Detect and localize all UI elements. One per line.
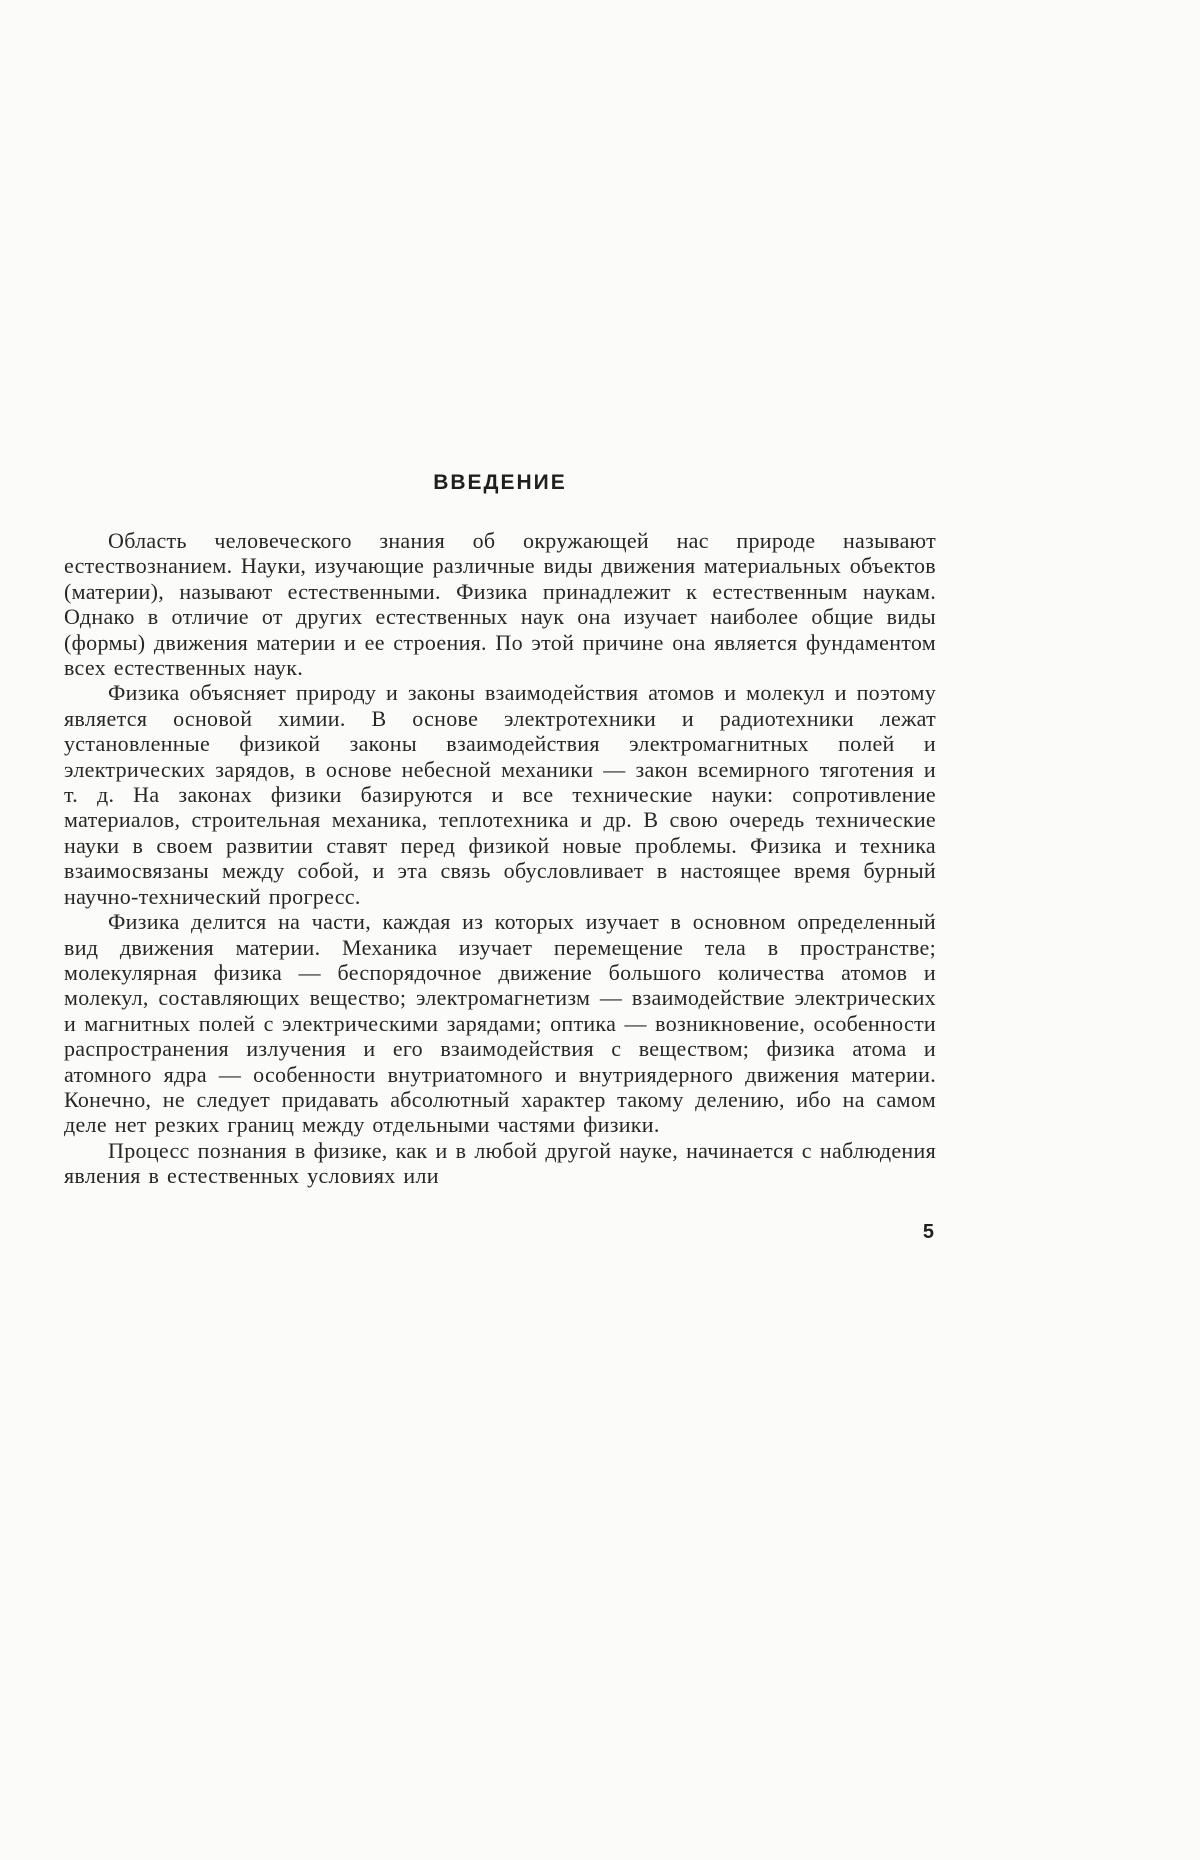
page-number: 5 [922,1220,934,1243]
paragraph: Физика объясняет природу и законы взаимодействия атомов и молекул и поэтому является основой химии. В основе электротехники и радиотехники лежат установленные физикой законы взаимодействия электромагнитных полей и электрических зарядов, в основе небесной механики — закон всемирного тяготения и т. д. На законах физики базируются и все технические науки: сопротивление материалов, строительная механика, теплотехника и др. В свою очередь технические науки в своем развитии ставят перед физикой новые проблемы. Физика и техника взаимосвязаны между собой, и эта связь обусловливает в настоящее время бурный научно-технический прогресс. [64,680,936,909]
page-content [64,0,936,1244]
paragraph: Область человеческого знания об окружающей нас природе называют естествознанием. Науки, изучающие различные виды движения материальных объектов (материи), называют естественными. Физика принадлежит к естественным наукам. Однако в отличие от других естественных наук она изучает наиболее общие виды (формы) движения материи и ее строения. По этой причине она является фундаментом всех естественных наук. [64,528,936,681]
page-title: ВВЕДЕНИЕ [433,471,567,494]
paragraph: Процесс познания в физике, как и в любой другой науке, начинается с наблюдения явления в естественных условиях или [64,1137,936,1189]
paragraph: Физика делится на части, каждая из которых изучает в основном определенный вид движения материи. Механика изучает перемещение тела в пространстве; молекулярная физика — беспорядочное движение большого количества атомов и молекул, составляющих вещество; электромагнетизм — взаимодействие электрических и магнитных полей с электрическими зарядами; оптика — возникновение, особенности распространения излучения и его взаимодействия с веществом; физика атома и атомного ядра — особенности внутриатомного и внутриядерного движения материи. Конечно, не следует придавать абсолютный характер такому делению, ибо на самом деле нет резких границ между отдельными частями физики. [64,909,936,1138]
